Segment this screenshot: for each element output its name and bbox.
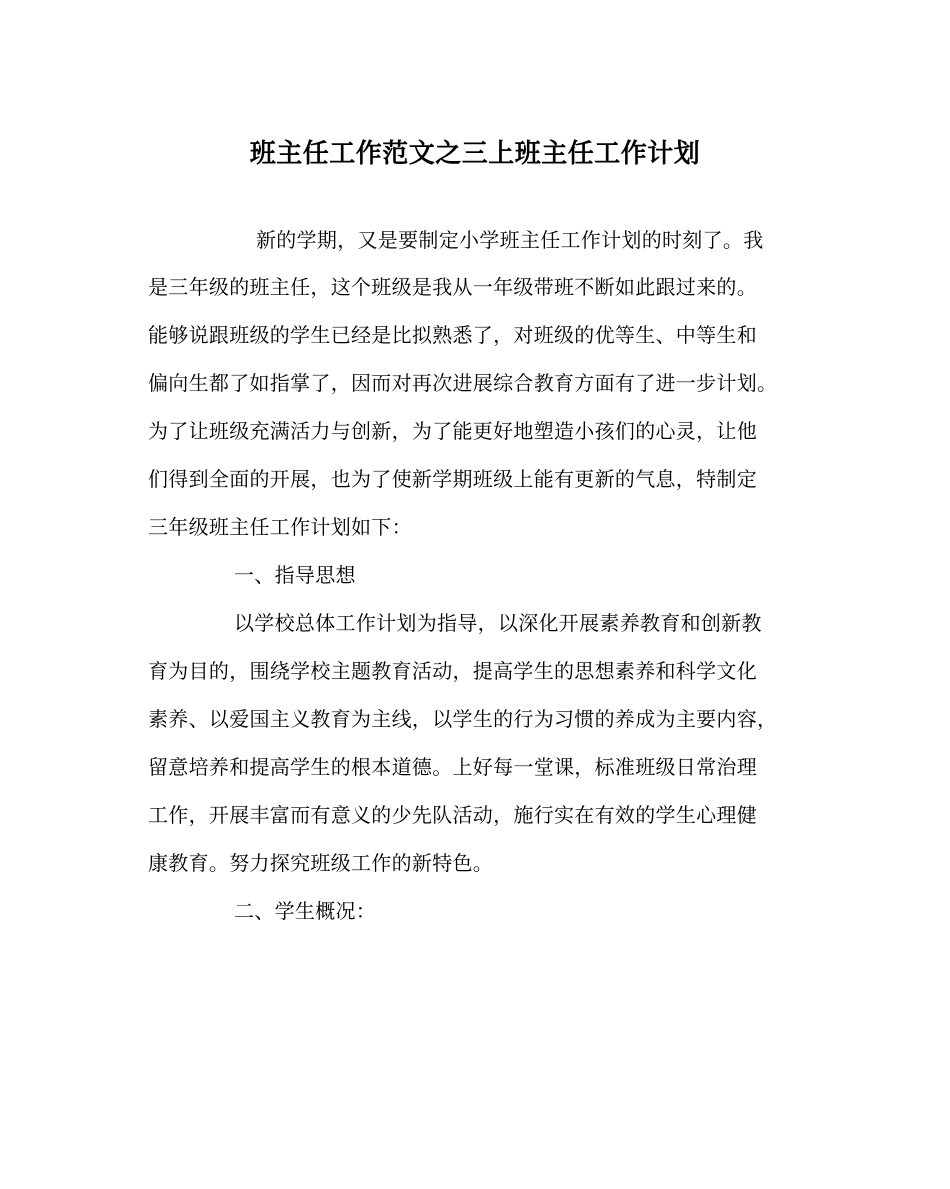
paragraph-line: 们得到全面的开展，也为了使新学期班级上能有更新的气息，特制定 (148, 467, 757, 491)
paragraph-line: 新的学期，又是要制定小学班主任工作计划的时刻了。我 (256, 228, 764, 252)
paragraph-line: 以学校总体工作计划为指导，以深化开展素养教育和创新教 (234, 611, 762, 635)
paragraph-line: 是三年级的班主任，这个班级是我从一年级带班不断如此跟过来的。 (148, 275, 757, 299)
paragraph-line: 为了让班级充满活力与创新，为了能更好地塑造小孩们的心灵，让他 (148, 419, 757, 443)
paragraph-line: 三年级班主任工作计划如下： (148, 515, 412, 539)
paragraph-line: 能够说跟班级的学生已经是比拟熟悉了，对班级的优等生、中等生和 (148, 323, 757, 347)
paragraph-line: 留意培养和提高学生的根本道德。上好每一堂课，标准班级日常治理 (148, 755, 757, 779)
paragraph-line: 工作，开展丰富而有意义的少先队活动，施行实在有效的学生心理健 (148, 803, 757, 827)
paragraph-line: 育为目的，围绕学校主题教育活动，提高学生的思想素养和科学文化 (148, 659, 757, 683)
section-heading: 二、学生概况： (234, 899, 377, 923)
paragraph-line: 素养、以爱国主义教育为主线，以学生的行为习惯的养成为主要内容， (148, 707, 778, 731)
paragraph-line: 偏向生都了如指掌了，因而对再次进展综合教育方面有了进一步计划。 (148, 371, 778, 395)
document-title: 班主任工作范文之三上班主任工作计划 (249, 139, 701, 169)
paragraph-line: 康教育。努力探究班级工作的新特色。 (148, 851, 494, 875)
section-heading: 一、指导思想 (234, 563, 356, 587)
